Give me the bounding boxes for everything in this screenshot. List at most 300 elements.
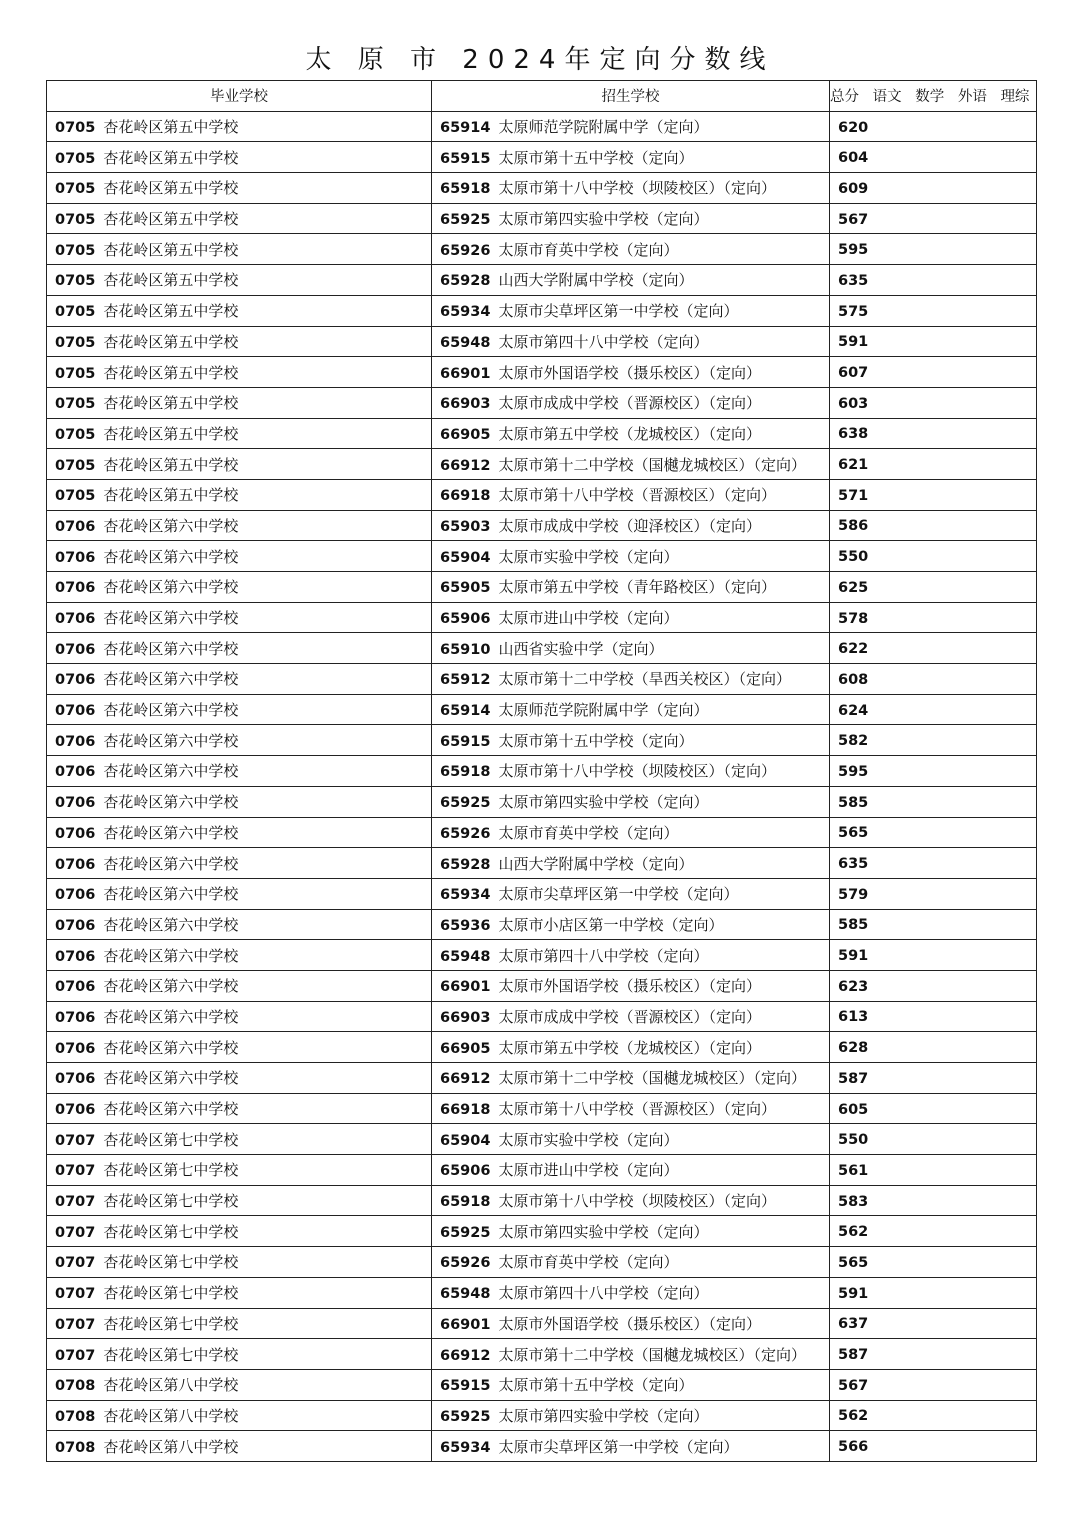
- graduation-school-cell: [47, 909, 432, 940]
- graduation-school-cell: [47, 1185, 432, 1216]
- table-row: [47, 602, 1037, 633]
- graduation-school-code: 0705: [55, 365, 96, 382]
- admission-school-code: 65934: [440, 1439, 491, 1456]
- graduation-school-cell: [47, 387, 432, 418]
- total-score: 621: [838, 457, 869, 474]
- graduation-school-cell: [47, 786, 432, 817]
- graduation-school-cell: [47, 817, 432, 848]
- graduation-school-cell: [47, 1124, 432, 1155]
- table-row: [47, 510, 1037, 541]
- score-cell: [830, 878, 1037, 909]
- admission-school-cell: [432, 265, 830, 296]
- score-cell: [830, 817, 1037, 848]
- graduation-school-name: 杏花岭区第六中学校: [103, 731, 239, 750]
- admission-school-code: 66903: [440, 396, 491, 413]
- admission-school-name: 太原市实验中学校（定向）: [498, 547, 679, 566]
- graduation-school-code: 0706: [55, 825, 96, 842]
- table-row: [47, 142, 1037, 173]
- graduation-school-code: 0706: [55, 764, 96, 781]
- admission-school-code: 65915: [440, 150, 491, 167]
- graduation-school-name: 杏花岭区第七中学校: [103, 1314, 239, 1333]
- graduation-school-name: 杏花岭区第八中学校: [103, 1376, 239, 1395]
- graduation-school-code: 0706: [55, 856, 96, 873]
- graduation-school-code: 0706: [55, 518, 96, 535]
- admission-school-name: 太原市第十八中学校（晋源校区）（定向）: [498, 1100, 776, 1119]
- total-score: 625: [838, 579, 869, 596]
- graduation-school-code: 0706: [55, 979, 96, 996]
- admission-school-code: 65925: [440, 1224, 491, 1241]
- table-row: [47, 848, 1037, 879]
- score-cell: [830, 572, 1037, 603]
- graduation-school-cell: [47, 326, 432, 357]
- graduation-school-name: 杏花岭区第五中学校: [103, 148, 239, 167]
- graduation-school-name: 杏花岭区第五中学校: [103, 363, 239, 382]
- admission-school-name: 太原师范学院附属中学（定向）: [498, 118, 709, 137]
- admission-school-name: 太原市第四实验中学校（定向）: [498, 210, 709, 229]
- graduation-school-cell: [47, 265, 432, 296]
- table-row: [47, 418, 1037, 449]
- admission-school-code: 65912: [440, 672, 491, 689]
- graduation-school-name: 杏花岭区第六中学校: [103, 1069, 239, 1088]
- admission-school-code: 65915: [440, 733, 491, 750]
- admission-school-cell: [432, 357, 830, 388]
- admission-school-cell: [432, 1093, 830, 1124]
- admission-school-cell: [432, 142, 830, 173]
- graduation-school-cell: [47, 1247, 432, 1278]
- graduation-school-code: 0706: [55, 1102, 96, 1119]
- admission-school-cell: [432, 173, 830, 204]
- admission-school-name: 太原市第五中学校（青年路校区）（定向）: [498, 578, 776, 597]
- total-score: 585: [838, 917, 869, 934]
- score-cell: [830, 1431, 1037, 1462]
- graduation-school-name: 杏花岭区第七中学校: [103, 1284, 239, 1303]
- graduation-school-code: 0705: [55, 150, 96, 167]
- score-cell: [830, 1216, 1037, 1247]
- total-score: 579: [838, 886, 869, 903]
- graduation-school-code: 0706: [55, 580, 96, 597]
- table-row: [47, 1155, 1037, 1186]
- admission-school-name: 太原市育英中学校（定向）: [498, 1253, 679, 1272]
- graduation-school-name: 杏花岭区第六中学校: [103, 701, 239, 720]
- score-cell: [830, 234, 1037, 265]
- admission-school-cell: [432, 786, 830, 817]
- graduation-school-code: 0705: [55, 181, 96, 198]
- table-row: [47, 1369, 1037, 1400]
- graduation-school-code: 0705: [55, 426, 96, 443]
- total-score: 575: [838, 303, 869, 320]
- graduation-school-code: 0705: [55, 488, 96, 505]
- score-cell: [830, 326, 1037, 357]
- score-cell: [830, 1032, 1037, 1063]
- header-subject-foreign-language: 外语: [957, 89, 987, 106]
- graduation-school-code: 0706: [55, 948, 96, 965]
- score-table: [46, 80, 1037, 1462]
- graduation-school-name: 杏花岭区第五中学校: [103, 240, 239, 259]
- total-score: 603: [838, 395, 869, 412]
- score-cell: [830, 265, 1037, 296]
- graduation-school-cell: [47, 664, 432, 695]
- admission-school-name: 太原市第四十八中学校（定向）: [498, 1284, 709, 1303]
- graduation-school-name: 杏花岭区第六中学校: [103, 609, 239, 628]
- admission-school-name: 太原师范学院附属中学（定向）: [498, 701, 709, 720]
- admission-school-code: 65904: [440, 1132, 491, 1149]
- graduation-school-cell: [47, 572, 432, 603]
- table-row: [47, 1431, 1037, 1462]
- graduation-school-code: 0705: [55, 396, 96, 413]
- graduation-school-name: 杏花岭区第六中学校: [103, 578, 239, 597]
- admission-school-name: 太原市进山中学校（定向）: [498, 609, 679, 628]
- graduation-school-cell: [47, 111, 432, 142]
- graduation-school-name: 杏花岭区第五中学校: [103, 455, 239, 474]
- table-row: [47, 234, 1037, 265]
- admission-school-name: 太原市成成中学校（晋源校区）（定向）: [498, 1007, 761, 1026]
- admission-school-name: 太原市尖草坪区第一中学校（定向）: [498, 302, 739, 321]
- admission-school-code: 65925: [440, 1408, 491, 1425]
- graduation-school-code: 0706: [55, 641, 96, 658]
- graduation-school-cell: [47, 940, 432, 971]
- admission-school-code: 66918: [440, 1102, 491, 1119]
- table-row: [47, 387, 1037, 418]
- admission-school-cell: [432, 1216, 830, 1247]
- admission-school-name: 太原市第四实验中学校（定向）: [498, 1222, 709, 1241]
- admission-school-name: 太原市第十二中学校（国樾龙城校区）（定向）: [498, 1345, 806, 1364]
- header-row: [47, 81, 1037, 112]
- graduation-school-name: 杏花岭区第七中学校: [103, 1345, 239, 1364]
- graduation-school-code: 0706: [55, 703, 96, 720]
- graduation-school-code: 0705: [55, 334, 96, 351]
- total-score: 638: [838, 426, 869, 443]
- graduation-school-name: 杏花岭区第五中学校: [103, 210, 239, 229]
- admission-school-code: 66901: [440, 979, 491, 996]
- score-cell: [830, 541, 1037, 572]
- admission-school-cell: [432, 449, 830, 480]
- graduation-school-code: 0705: [55, 212, 96, 229]
- admission-school-code: 65915: [440, 1378, 491, 1395]
- graduation-school-name: 杏花岭区第七中学校: [103, 1161, 239, 1180]
- table-row: [47, 1216, 1037, 1247]
- score-cell: [830, 1155, 1037, 1186]
- total-score: 591: [838, 948, 869, 965]
- table-row: [47, 725, 1037, 756]
- total-score: 623: [838, 978, 869, 995]
- score-cell: [830, 664, 1037, 695]
- total-score: 571: [838, 487, 869, 504]
- total-score: 550: [838, 549, 869, 566]
- graduation-school-name: 杏花岭区第六中学校: [103, 762, 239, 781]
- graduation-school-cell: [47, 295, 432, 326]
- admission-school-cell: [432, 1032, 830, 1063]
- graduation-school-code: 0705: [55, 273, 96, 290]
- graduation-school-code: 0706: [55, 1040, 96, 1057]
- graduation-school-code: 0706: [55, 549, 96, 566]
- graduation-school-name: 杏花岭区第六中学校: [103, 946, 239, 965]
- admission-school-code: 65936: [440, 917, 491, 934]
- admission-school-cell: [432, 909, 830, 940]
- table-row: [47, 909, 1037, 940]
- graduation-school-code: 0705: [55, 242, 96, 259]
- graduation-school-name: 杏花岭区第六中学校: [103, 639, 239, 658]
- graduation-school-name: 杏花岭区第五中学校: [103, 118, 239, 137]
- total-score: 609: [838, 180, 869, 197]
- table-row: [47, 756, 1037, 787]
- admission-school-code: 65934: [440, 304, 491, 321]
- total-score: 566: [838, 1439, 869, 1456]
- admission-school-name: 太原市育英中学校（定向）: [498, 240, 679, 259]
- table-row: [47, 1308, 1037, 1339]
- admission-school-name: 太原市尖草坪区第一中学校（定向）: [498, 1437, 739, 1456]
- admission-school-code: 65910: [440, 641, 491, 658]
- total-score: 622: [838, 641, 869, 658]
- graduation-school-name: 杏花岭区第六中学校: [103, 793, 239, 812]
- total-score: 583: [838, 1193, 869, 1210]
- graduation-school-code: 0706: [55, 1009, 96, 1026]
- admission-school-cell: [432, 1431, 830, 1462]
- graduation-school-cell: [47, 234, 432, 265]
- graduation-school-name: 杏花岭区第五中学校: [103, 424, 239, 443]
- admission-school-cell: [432, 1277, 830, 1308]
- table-row: [47, 111, 1037, 142]
- graduation-school-code: 0706: [55, 795, 96, 812]
- header-admission-school: 招生学校: [432, 81, 830, 112]
- admission-school-name: 太原市外国语学校（摄乐校区）（定向）: [498, 363, 761, 382]
- admission-school-name: 太原市成成中学校（晋源校区）（定向）: [498, 394, 761, 413]
- table-row: [47, 1063, 1037, 1094]
- graduation-school-cell: [47, 357, 432, 388]
- table-row: [47, 449, 1037, 480]
- admission-school-name: 太原市第十二中学校（国樾龙城校区）（定向）: [498, 1069, 806, 1088]
- total-score: 586: [838, 518, 869, 535]
- admission-school-cell: [432, 1369, 830, 1400]
- total-score: 635: [838, 856, 869, 873]
- graduation-school-cell: [47, 756, 432, 787]
- graduation-school-code: 0706: [55, 1071, 96, 1088]
- table-row: [47, 1339, 1037, 1370]
- graduation-school-code: 0705: [55, 120, 96, 137]
- admission-school-name: 太原市第十二中学校（旱西关校区）（定向）: [498, 670, 791, 689]
- graduation-school-cell: [47, 602, 432, 633]
- score-cell: [830, 848, 1037, 879]
- graduation-school-name: 杏花岭区第六中学校: [103, 1038, 239, 1057]
- graduation-school-name: 杏花岭区第六中学校: [103, 547, 239, 566]
- total-score: 591: [838, 1285, 869, 1302]
- total-score: 605: [838, 1101, 869, 1118]
- table-row: [47, 1001, 1037, 1032]
- admission-school-code: 65914: [440, 703, 491, 720]
- graduation-school-code: 0707: [55, 1163, 96, 1180]
- admission-school-code: 66905: [440, 1040, 491, 1057]
- total-score: 585: [838, 794, 869, 811]
- score-cell: [830, 510, 1037, 541]
- score-cell: [830, 173, 1037, 204]
- graduation-school-code: 0707: [55, 1132, 96, 1149]
- admission-school-cell: [432, 387, 830, 418]
- admission-school-name: 山西大学附属中学校（定向）: [498, 854, 694, 873]
- graduation-school-cell: [47, 848, 432, 879]
- admission-school-name: 山西省实验中学（定向）: [498, 639, 664, 658]
- admission-school-code: 66901: [440, 1316, 491, 1333]
- table-row: [47, 357, 1037, 388]
- graduation-school-name: 杏花岭区第六中学校: [103, 823, 239, 842]
- graduation-school-name: 杏花岭区第六中学校: [103, 1100, 239, 1119]
- table-row: [47, 1400, 1037, 1431]
- admission-school-cell: [432, 203, 830, 234]
- admission-school-code: 65914: [440, 120, 491, 137]
- admission-school-cell: [432, 1063, 830, 1094]
- total-score: 587: [838, 1070, 869, 1087]
- score-cell: [830, 1369, 1037, 1400]
- admission-school-cell: [432, 756, 830, 787]
- total-score: 607: [838, 365, 869, 382]
- graduation-school-name: 杏花岭区第八中学校: [103, 1437, 239, 1456]
- score-cell: [830, 1339, 1037, 1370]
- graduation-school-cell: [47, 418, 432, 449]
- admission-school-code: 65948: [440, 948, 491, 965]
- total-score: 613: [838, 1009, 869, 1026]
- admission-school-cell: [432, 1124, 830, 1155]
- admission-school-cell: [432, 1185, 830, 1216]
- graduation-school-name: 杏花岭区第六中学校: [103, 854, 239, 873]
- graduation-school-code: 0707: [55, 1316, 96, 1333]
- admission-school-code: 65904: [440, 549, 491, 566]
- admission-school-name: 太原市成成中学校（迎泽校区）（定向）: [498, 516, 761, 535]
- admission-school-code: 65918: [440, 181, 491, 198]
- table-row: [47, 633, 1037, 664]
- graduation-school-name: 杏花岭区第六中学校: [103, 1007, 239, 1026]
- admission-school-cell: [432, 326, 830, 357]
- table-row: [47, 1277, 1037, 1308]
- admission-school-code: 65948: [440, 1286, 491, 1303]
- admission-school-cell: [432, 940, 830, 971]
- admission-school-code: 65903: [440, 518, 491, 535]
- graduation-school-code: 0707: [55, 1286, 96, 1303]
- graduation-school-name: 杏花岭区第五中学校: [103, 302, 239, 321]
- table-row: [47, 295, 1037, 326]
- graduation-school-code: 0705: [55, 457, 96, 474]
- admission-school-cell: [432, 572, 830, 603]
- graduation-school-cell: [47, 1339, 432, 1370]
- admission-school-code: 65926: [440, 825, 491, 842]
- table-row: [47, 1185, 1037, 1216]
- graduation-school-cell: [47, 1032, 432, 1063]
- total-score: 635: [838, 272, 869, 289]
- table-row: [47, 326, 1037, 357]
- graduation-school-cell: [47, 1369, 432, 1400]
- graduation-school-name: 杏花岭区第七中学校: [103, 1130, 239, 1149]
- graduation-school-cell: [47, 725, 432, 756]
- total-score: 582: [838, 733, 869, 750]
- graduation-school-cell: [47, 1277, 432, 1308]
- graduation-school-cell: [47, 1063, 432, 1094]
- score-cell: [830, 1308, 1037, 1339]
- total-score: 578: [838, 610, 869, 627]
- graduation-school-name: 杏花岭区第五中学校: [103, 332, 239, 351]
- admission-school-code: 66912: [440, 1071, 491, 1088]
- admission-school-code: 65906: [440, 611, 491, 628]
- graduation-school-name: 杏花岭区第七中学校: [103, 1192, 239, 1211]
- total-score: 620: [838, 119, 869, 136]
- total-score: 595: [838, 242, 869, 259]
- admission-school-code: 65926: [440, 242, 491, 259]
- graduation-school-cell: [47, 633, 432, 664]
- graduation-school-cell: [47, 142, 432, 173]
- graduation-school-cell: [47, 1001, 432, 1032]
- score-cell: [830, 1001, 1037, 1032]
- score-cell: [830, 295, 1037, 326]
- admission-school-name: 太原市外国语学校（摄乐校区）（定向）: [498, 1314, 761, 1333]
- score-cell: [830, 142, 1037, 173]
- score-cell: [830, 1277, 1037, 1308]
- score-cell: [830, 111, 1037, 142]
- graduation-school-cell: [47, 1093, 432, 1124]
- header-subject-science: 理综: [1000, 89, 1030, 106]
- graduation-school-cell: [47, 1155, 432, 1186]
- table-row: [47, 878, 1037, 909]
- score-cell: [830, 725, 1037, 756]
- admission-school-code: 66901: [440, 365, 491, 382]
- admission-school-name: 山西大学附属中学校（定向）: [498, 271, 694, 290]
- admission-school-name: 太原市第五中学校（龙城校区）（定向）: [498, 424, 761, 443]
- graduation-school-code: 0706: [55, 672, 96, 689]
- admission-school-code: 65925: [440, 212, 491, 229]
- score-cell: [830, 449, 1037, 480]
- graduation-school-code: 0706: [55, 733, 96, 750]
- total-score: 567: [838, 1377, 869, 1394]
- header-graduation-school: 毕业学校: [47, 81, 432, 112]
- admission-school-name: 太原市第十五中学校（定向）: [498, 148, 694, 167]
- score-cell: [830, 1400, 1037, 1431]
- admission-school-code: 66903: [440, 1009, 491, 1026]
- total-score: 604: [838, 150, 869, 167]
- admission-school-name: 太原市小店区第一中学校（定向）: [498, 915, 724, 934]
- admission-school-name: 太原市第十二中学校（国樾龙城校区）（定向）: [498, 455, 806, 474]
- graduation-school-code: 0707: [55, 1255, 96, 1272]
- graduation-school-cell: [47, 541, 432, 572]
- graduation-school-cell: [47, 510, 432, 541]
- admission-school-cell: [432, 1308, 830, 1339]
- graduation-school-cell: [47, 1216, 432, 1247]
- admission-school-name: 太原市第十八中学校（晋源校区）（定向）: [498, 486, 776, 505]
- admission-school-cell: [432, 970, 830, 1001]
- page-title: 太 原 市 2024年定向分数线: [305, 45, 775, 75]
- table-row: [47, 1032, 1037, 1063]
- admission-school-name: 太原市第五中学校（龙城校区）（定向）: [498, 1038, 761, 1057]
- admission-school-name: 太原市外国语学校（摄乐校区）（定向）: [498, 977, 761, 996]
- admission-school-cell: [432, 510, 830, 541]
- graduation-school-code: 0706: [55, 887, 96, 904]
- table-row: [47, 817, 1037, 848]
- score-cell: [830, 756, 1037, 787]
- score-cell: [830, 357, 1037, 388]
- score-cell: [830, 940, 1037, 971]
- admission-school-name: 太原市实验中学校（定向）: [498, 1130, 679, 1149]
- graduation-school-name: 杏花岭区第八中学校: [103, 1406, 239, 1425]
- graduation-school-code: 0705: [55, 304, 96, 321]
- score-cell: [830, 203, 1037, 234]
- admission-school-code: 66905: [440, 426, 491, 443]
- header-subject-chinese: 语文: [872, 89, 902, 106]
- admission-school-code: 65948: [440, 334, 491, 351]
- graduation-school-name: 杏花岭区第六中学校: [103, 915, 239, 934]
- total-score: 624: [838, 702, 869, 719]
- table-row: [47, 970, 1037, 1001]
- admission-school-cell: [432, 479, 830, 510]
- graduation-school-cell: [47, 479, 432, 510]
- admission-school-name: 太原市第四十八中学校（定向）: [498, 332, 709, 351]
- admission-school-cell: [432, 1339, 830, 1370]
- admission-school-cell: [432, 234, 830, 265]
- admission-school-name: 太原市进山中学校（定向）: [498, 1161, 679, 1180]
- table-row: [47, 572, 1037, 603]
